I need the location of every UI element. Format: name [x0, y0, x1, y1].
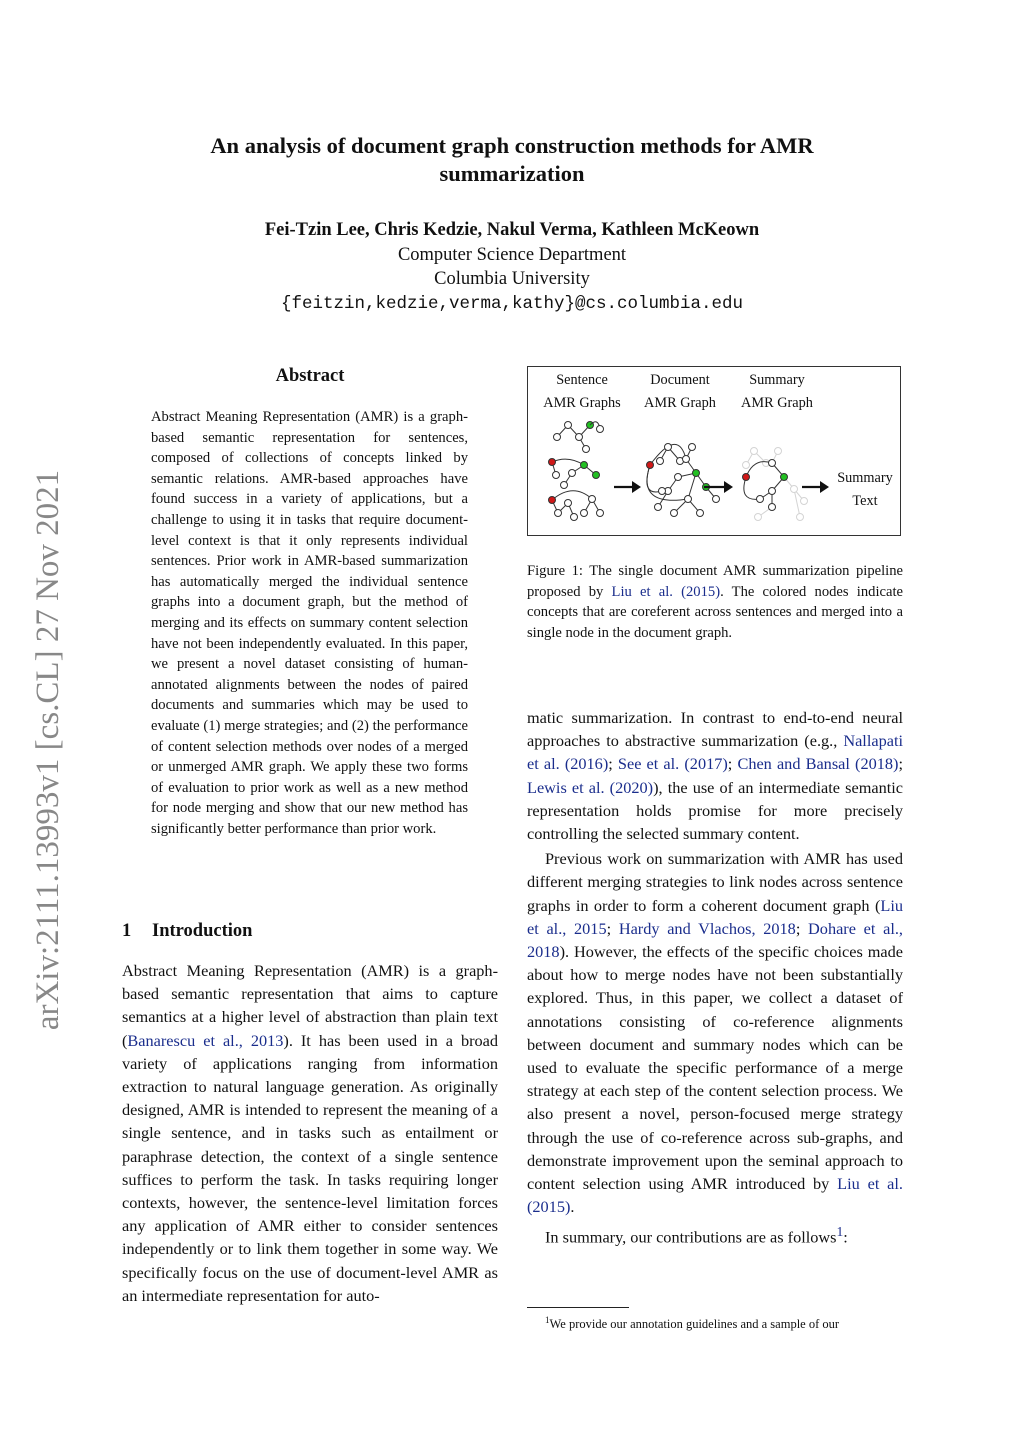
text-separator: ;: [795, 918, 809, 938]
text-separator: ;: [608, 754, 618, 774]
document-graph: [647, 444, 720, 517]
section-title: Introduction: [152, 921, 253, 941]
abstract-heading: Abstract: [275, 366, 345, 386]
author-university: Columbia University: [434, 269, 590, 289]
author-block: [120, 218, 904, 316]
paragraph-continued: [527, 706, 903, 845]
citation-link[interactable]: Hardy and Vlachos, 2018: [618, 918, 796, 938]
text-separator: ;: [606, 918, 619, 938]
arrow-3-icon: [802, 481, 829, 493]
arxiv-identifier: arXiv:2111.13993v1 [cs.CL] 27 Nov 2021: [30, 469, 66, 1031]
label-sentence-1: Sentence: [556, 372, 608, 388]
paragraph-previous-work: [527, 847, 903, 1218]
intro-paragraph: [122, 959, 498, 1307]
citation-link[interactable]: Chen and Bansal (2018): [737, 754, 899, 774]
author-names: Fei-Tzin Lee, Chris Kedzie, Nakul Verma, Kathleen McKeown: [264, 220, 760, 240]
citation-link[interactable]: Dohare et al., 2018: [527, 918, 903, 962]
author-email: {feitzin,kedzie,verma,kathy}@cs.columbia.edu: [280, 293, 744, 314]
sentence-graph-1: [554, 422, 604, 453]
section-heading: [122, 921, 252, 942]
label-text-2: Text: [852, 493, 878, 509]
arrow-2-icon: [704, 481, 733, 493]
summary-graph: [743, 448, 808, 521]
text-segment: Previous work on summarization with AMR has used different merging strategies to link nodes across sentence graphs in order to form a coherent document graph (: [527, 849, 903, 915]
label-sentence-2: AMR Graphs: [543, 395, 621, 411]
text-separator: ;: [898, 754, 903, 774]
intro-text-b: ). It has been used in a broad variety of applications ranging from information extraction to natural language generation. As originally designed, AMR is intended to represent the meaning of a single sentence, and in tasks such as entailment or paraphrase detection, the context of a single sentence suffices to perform the task. In tasks requiring longer contexts, however, the sentence-level limitation forces any application of AMR either to consider sentences independently or to link them together in some way. We specifically focus on the use of document-level AMR as an intermediate representation for auto-: [122, 1030, 499, 1305]
text-separator: ;: [727, 754, 738, 774]
text-segment: matic summarization. In contrast to end-to-end neural approaches to abstractive summarization (e.g.,: [527, 708, 903, 751]
label-text-1: Summary: [837, 470, 893, 486]
text-segment: In summary, our contributions are as follows: [545, 1227, 837, 1247]
text-separator: .: [570, 1197, 575, 1217]
footnote-divider: [527, 1307, 629, 1308]
sentence-graph-2: [549, 459, 600, 489]
label-summary-1: Summary: [749, 372, 805, 388]
citation-link[interactable]: Liu et al. (2015): [527, 1174, 903, 1217]
paper-title: [120, 132, 904, 188]
title-line-1: An analysis of document graph construction methods for AMR: [210, 133, 814, 158]
title-line-2: summarization: [439, 161, 585, 186]
figure-1-diagram: [528, 367, 900, 535]
citation-link[interactable]: Nallapati et al. (2016): [527, 731, 903, 774]
right-column-text: [527, 706, 903, 1249]
caption-text-a: Figure 1: The single document AMR summarization pipeline proposed by: [527, 563, 903, 600]
intro-text-a: Abstract Meaning Representation (AMR) is a graph-based semantic representation that aims to capture semantics at a higher level of abstraction than plain text (: [122, 961, 498, 1050]
label-document-1: Document: [650, 372, 710, 388]
arrow-1-icon: [614, 481, 641, 493]
text-segment: ). However, the effects of the specific choices made about how to merge nodes have not been substantially explored. Thus, in this paper, we collect a dataset of annotations consisting of co-reference alignments between document and summary nodes which can be used to evaluate the specific performance of a merge strategy at each step of the content selection process. We also present a novel, person-focused merge strategy through the use of co-reference across sub-graphs, and demonstrate improvement upon the seminal approach to content selection using AMR introduced by: [527, 942, 903, 1194]
figure-1: [527, 366, 901, 536]
footnote-marker-link[interactable]: 1: [836, 1224, 844, 1240]
author-department: Computer Science Department: [397, 244, 627, 265]
citation-link[interactable]: Liu et al., 2015: [527, 895, 903, 938]
figure-1-caption: [527, 561, 903, 643]
text-segment: ), the use of an intermediate semantic representation holds promise for more precisely controlling the selected summary content.: [527, 777, 903, 844]
footnote: [527, 1312, 903, 1332]
caption-citation-link[interactable]: Liu et al. (2015): [611, 583, 721, 600]
paragraph-contributions: [527, 1220, 903, 1249]
sentence-graph-3: [549, 491, 604, 521]
text-separator: :: [843, 1227, 848, 1247]
label-document-2: AMR Graph: [644, 395, 716, 411]
section-number: 1: [122, 921, 132, 941]
citation-link[interactable]: Lewis et al. (2020): [527, 777, 654, 797]
caption-text-b: . The colored nodes indicate concepts that are coreferent across sentences and merged into a single node in the document graph.: [527, 583, 903, 641]
footnote-text: We provide our annotation guidelines and a sample of our: [549, 1317, 840, 1332]
abstract-text: Abstract Meaning Representation (AMR) is a graph-based semantic representation for sentences, composed of collections of concepts linked by semantic relations. AMR-based approaches have found success in a variety of applications, but a challenge to using it in tasks that require document-level context is that it only represents individual sentences. Prior work in AMR-based summarization has automatically merged the individual sentence graphs into a document graph, but the method of merging and its effects on summary content selection have not been independently evaluated. In this paper, we present a novel dataset consisting of human-annotated alignments between the nodes of paired documents and summaries which may be used to evaluate (1) merge strategies; and (2) the performance of content selection methods over nodes of a merged or unmerged AMR graph. We apply these two forms of evaluation to prior work as well as a new method for node merging and show that our new method has significantly better performance than prior work.: [151, 409, 468, 837]
citation-link[interactable]: Banarescu et al., 2013: [127, 1030, 284, 1050]
footnote-number: 1: [545, 1315, 550, 1325]
citation-link[interactable]: See et al. (2017): [617, 754, 728, 774]
label-summary-2: AMR Graph: [741, 395, 813, 411]
